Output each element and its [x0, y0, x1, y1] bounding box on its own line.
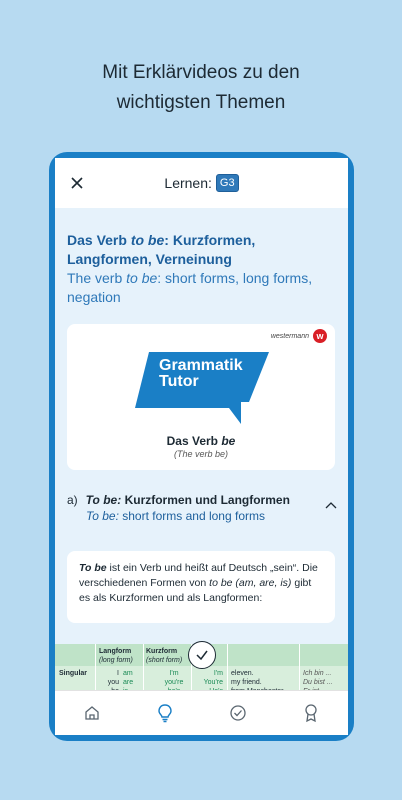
nav-home[interactable]: [72, 693, 112, 733]
section-subtitle: To be: short forms and long forms: [86, 509, 265, 523]
publisher-name: westermann: [270, 333, 309, 340]
video-card[interactable]: [67, 324, 335, 470]
headline-line-2: wichtigsten Themen: [116, 92, 286, 113]
table-pronouns: I you: [107, 670, 119, 686]
table-short-forms: I'm you're: [161, 669, 187, 697]
headline-line-1: Mit Erklärvideos zu den: [102, 62, 300, 83]
lesson-title: [67, 231, 337, 307]
table-row-label: Singular: [59, 670, 88, 677]
page-title-label: Lernen:: [164, 175, 212, 191]
app-screen: [55, 158, 348, 735]
top-bar: [55, 158, 348, 208]
table-german: Ich bin ... Du bist ...: [303, 670, 333, 686]
close-icon[interactable]: [69, 175, 85, 191]
table-header-long: Langform (long form): [99, 648, 133, 664]
publisher-logo-icon: w: [313, 329, 327, 343]
home-icon: [83, 704, 101, 722]
check-circle-icon: [229, 704, 247, 722]
award-icon: [302, 703, 320, 723]
table-header-short: Kurzform (short form): [146, 648, 183, 664]
table-short-forms-2: I'm You're: [203, 670, 223, 686]
phone-frame: [49, 152, 354, 741]
check-icon: [195, 648, 209, 662]
lesson-content[interactable]: [55, 208, 348, 690]
lesson-title-english: The verb to be: short forms, long forms, negation: [67, 270, 313, 305]
video-subtitle: (The verb be): [173, 449, 229, 459]
section-header[interactable]: [67, 493, 337, 523]
banner-text: Grammatik Tutor: [159, 357, 243, 390]
section-title: a) To be: Kurzformen und Langformen: [67, 493, 290, 507]
page-title: [164, 174, 238, 192]
mark-complete-button[interactable]: [188, 641, 216, 669]
table-phrases: eleven. my friend.: [231, 670, 262, 686]
lesson-title-german: Das Verb to be: Kurzformen, Langformen, Verneinung: [67, 232, 256, 267]
table-long-verbs: am are: [123, 670, 134, 686]
bottom-nav: [55, 690, 348, 735]
promo-headline: [0, 58, 402, 118]
explanation-card: To be ist ein Verb und heißt auf Deutsch „sein“. Die verschiedenen Formen von to be (am, are, is) gibt es als Kurzformen und als Langformen:: [67, 551, 335, 623]
chevron-up-icon[interactable]: [325, 501, 337, 509]
video-title: Das Verb be: [166, 434, 236, 448]
nav-exercises[interactable]: [218, 693, 258, 733]
lightbulb-icon: [156, 703, 174, 723]
nav-learn[interactable]: [145, 693, 185, 733]
nav-achievements[interactable]: [291, 693, 331, 733]
lesson-badge: G3: [216, 174, 239, 192]
